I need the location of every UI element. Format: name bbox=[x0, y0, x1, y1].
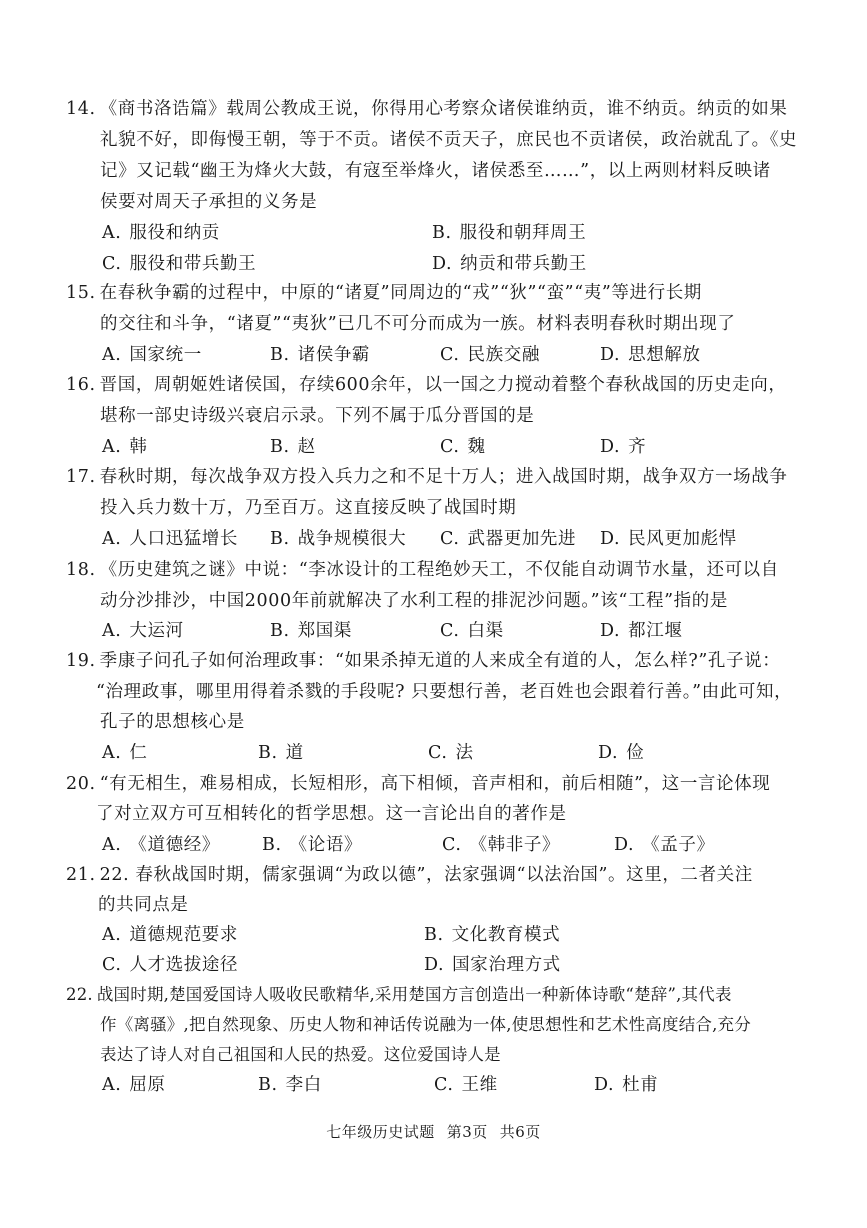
option-b[interactable]: B. 文化教育模式 bbox=[424, 925, 561, 945]
question-line: 了对立双方可互相转化的哲学思想。这一言论出自的著作是 bbox=[96, 804, 567, 824]
question-line: 22. 战国时期,楚国爱国诗人吸收民歌精华,采用楚国方言创造出一种新体诗歌“楚辞”,其代表 bbox=[66, 985, 732, 1004]
option-d[interactable]: D. 齐 bbox=[600, 437, 647, 457]
question-line: 20. “有无相生，难易相成，长短相形，高下相倾，音声相和，前后相随”，这一言论体现 bbox=[66, 774, 771, 794]
question-line: 礼貌不好，即侮慢王朝，等于不贡。诸侯不贡天子，庶民也不贡诸侯，政治就乱了。《史 bbox=[100, 130, 798, 150]
question-number: 21. bbox=[66, 865, 96, 885]
option-b[interactable]: B. 《论语》 bbox=[262, 835, 363, 855]
option-a[interactable]: A. 道德规范要求 bbox=[102, 925, 239, 945]
option-d[interactable]: D. 民风更加彪悍 bbox=[600, 529, 737, 549]
question-number: 18. bbox=[66, 560, 96, 580]
footer-title: 七年级历史试题 bbox=[326, 1123, 435, 1141]
question-line: 动分沙排沙，中国2000年前就解决了水利工程的排泥沙问题。”该“工程”指的是 bbox=[100, 591, 728, 611]
option-c[interactable]: C. 人才选拔途径 bbox=[102, 955, 239, 975]
question-line: 的共同点是 bbox=[98, 895, 189, 915]
question-number: 17. bbox=[66, 467, 96, 487]
question-line: 投入兵力数十万，乃至百万。这直接反映了战国时期 bbox=[100, 498, 517, 518]
question-line: 作《离骚》,把自然现象、历史人物和神话传说融为一体,使思想性和艺术性高度结合,充分 bbox=[100, 1015, 751, 1034]
option-d[interactable]: D. 都江堰 bbox=[600, 621, 683, 641]
question-number: 16. bbox=[66, 375, 96, 395]
question-number: 19. bbox=[66, 651, 96, 671]
option-a[interactable]: A. 仁 bbox=[102, 743, 148, 763]
option-a[interactable]: A. 人口迅猛增长 bbox=[102, 529, 239, 549]
question-line: 18. 《历史建筑之谜》中说：“李冰设计的工程绝妙天工，不仅能自动调节水量，还可以自 bbox=[66, 560, 779, 580]
question-line: 19. 季康子问孔子如何治理政事：“如果杀掉无道的人来成全有道的人，怎么样?”孔子说： bbox=[66, 651, 781, 671]
option-a[interactable]: A. 服役和纳贡 bbox=[102, 223, 220, 243]
option-c[interactable]: C. 民族交融 bbox=[440, 345, 540, 365]
option-a[interactable]: A. 国家统一 bbox=[102, 345, 202, 365]
option-a[interactable]: A. 《道德经》 bbox=[102, 835, 220, 855]
question-line: 21. 22. 春秋战国时期，儒家强调“为政以德”，法家强调“以法治国”。这里，二者关注 bbox=[66, 865, 753, 885]
option-d[interactable]: D. 纳贡和带兵勤王 bbox=[432, 254, 587, 274]
option-a[interactable]: A. 韩 bbox=[102, 437, 148, 457]
option-d[interactable]: D. 国家治理方式 bbox=[424, 955, 561, 975]
option-c[interactable]: C. 王维 bbox=[434, 1075, 498, 1095]
question-line: 15. 在春秋争霸的过程中，中原的“诸夏”同周边的“戎”“狄”“蛮”“夷”等进行长期 bbox=[66, 283, 702, 303]
option-a[interactable]: A. 大运河 bbox=[102, 621, 184, 641]
option-b[interactable]: B. 战争规模很大 bbox=[270, 529, 407, 549]
question-line: 孔子的思想核心是 bbox=[100, 712, 245, 732]
footer-page-number: 第3页 bbox=[446, 1123, 488, 1141]
question-number: 20. bbox=[66, 774, 96, 794]
option-d[interactable]: D. 《孟子》 bbox=[614, 835, 715, 855]
question-line: 侯要对周天子承担的义务是 bbox=[100, 192, 318, 212]
option-b[interactable]: B. 李白 bbox=[258, 1075, 322, 1095]
option-c[interactable]: C. 魏 bbox=[440, 437, 486, 457]
option-b[interactable]: B. 服役和朝拜周王 bbox=[432, 223, 587, 243]
option-c[interactable]: C. 白渠 bbox=[440, 621, 504, 641]
question-line: 的交往和斗争，“诸夏”“夷狄”已几不可分而成为一族。材料表明春秋时期出现了 bbox=[100, 314, 736, 334]
option-b[interactable]: B. 道 bbox=[258, 743, 304, 763]
option-c[interactable]: C. 武器更加先进 bbox=[440, 529, 577, 549]
option-d[interactable]: D. 俭 bbox=[598, 743, 645, 763]
option-a[interactable]: A. 屈原 bbox=[102, 1075, 166, 1095]
question-number: 15. bbox=[66, 283, 96, 303]
option-b[interactable]: B. 诸侯争霸 bbox=[270, 345, 371, 365]
question-line: 表达了诗人对自己祖国和人民的热爱。这位爱国诗人是 bbox=[100, 1045, 501, 1064]
option-c[interactable]: C. 《韩非子》 bbox=[442, 835, 561, 855]
page-footer bbox=[0, 1122, 867, 1142]
option-c[interactable]: C. 服役和带兵勤王 bbox=[102, 254, 257, 274]
option-c[interactable]: C. 法 bbox=[428, 743, 474, 763]
question-line: 记》又记载“幽王为烽火大鼓，有寇至举烽火，诸侯悉至……”，以上两则材料反映诸 bbox=[100, 161, 771, 181]
option-d[interactable]: D. 杜甫 bbox=[594, 1075, 659, 1095]
question-line: 17. 春秋时期，每次战争双方投入兵力之和不足十万人；进入战国时期，战争双方一场战争 bbox=[66, 467, 788, 487]
option-d[interactable]: D. 思想解放 bbox=[600, 345, 701, 365]
question-number: 22. bbox=[66, 985, 93, 1004]
option-b[interactable]: B. 郑国渠 bbox=[270, 621, 352, 641]
question-line: 堪称一部史诗级兴衰启示录。下列不属于瓜分晋国的是 bbox=[100, 406, 535, 426]
question-line: 16. 晋国，周朝姬姓诸侯国，存续600余年，以一国之力搅动着整个春秋战国的历史走向， bbox=[66, 375, 787, 395]
question-line: 14. 《商书洛诰篇》载周公教成王说，你得用心考察众诸侯谁纳贡，谁不纳贡。纳贡的如果 bbox=[66, 99, 788, 119]
question-number: 14. bbox=[66, 99, 96, 119]
option-b[interactable]: B. 赵 bbox=[270, 437, 316, 457]
question-line: “治理政事，哪里用得着杀戮的手段呢? 只要想行善，老百姓也会跟着行善。”由此可知， bbox=[96, 682, 793, 702]
footer-total-pages: 共6页 bbox=[499, 1123, 541, 1141]
